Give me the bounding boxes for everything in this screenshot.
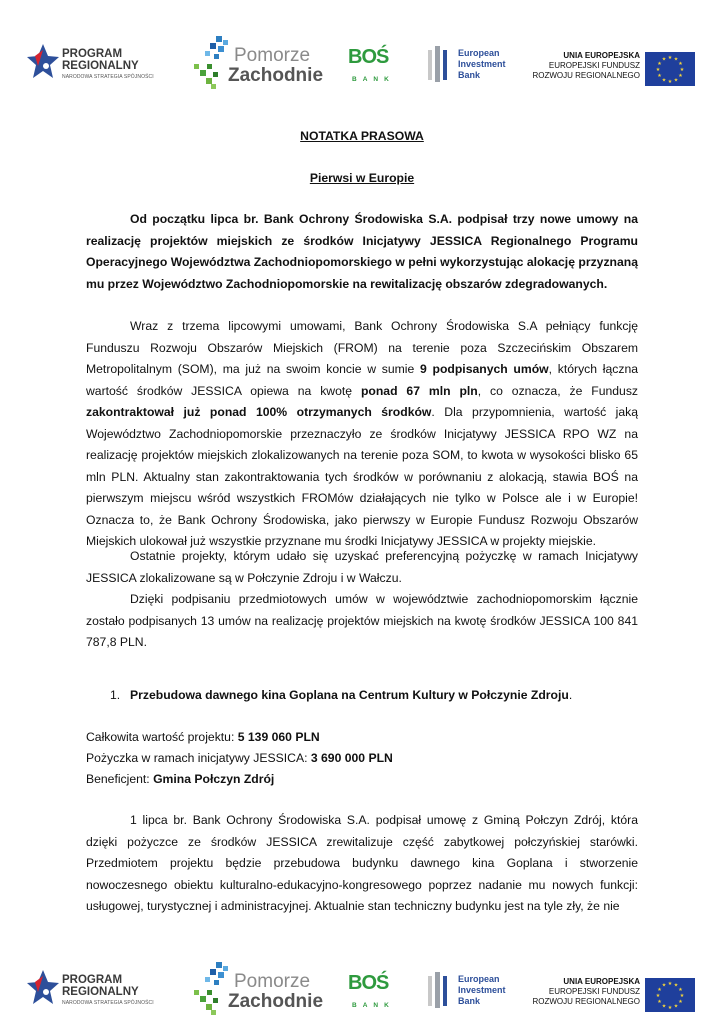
svg-text:★: ★	[661, 982, 667, 989]
svg-text:★: ★	[661, 1003, 667, 1010]
p1-text-d: , co oznacza, że Fundusz	[477, 383, 639, 398]
ue-line3: ROZWOJU REGIONALNEGO	[532, 71, 640, 80]
svg-text:★: ★	[657, 73, 662, 79]
ue-line2: EUROPEJSKI FUNDUSZ	[548, 61, 640, 70]
lead-paragraph: Od początku lipca br. Bank Ochrony Środowiska S.A. podpisał trzy nowe umowy na realizację projektów miejskich ze środków Inicjatywy JESSICA Regionalnego Programu Operacyjnego Województwa Zachodniopomorskiego w pełni wykorzystując alokację przyznaną mu przez Województwo Zachodniopomorskie na rewitalizację obszarów zdegradowanych.	[86, 212, 638, 291]
svg-text:★: ★	[655, 67, 661, 73]
svg-text:★: ★	[679, 67, 685, 73]
ue-line2: EUROPEJSKI FUNDUSZ	[548, 987, 640, 996]
p1-text-a: Wraz z trzema lipcowymi umowami, Bank Ochrony Środowiska S.A pełniący funkcję Funduszu Rozwoju Obszarów Miejskich (FROM) na terenie poza Szczecińskim Obszarem Metropolitalnym (SOM), ma już na swoim koncie w sumie	[86, 319, 638, 376]
eib-line3: Bank	[458, 70, 481, 80]
p1-bold-contracted: zakontraktował już ponad 100% otrzymanych środków	[86, 405, 432, 419]
eu-logo	[525, 32, 695, 92]
svg-text:★: ★	[661, 77, 667, 84]
fact-ben-value: Gmina Połczyn Zdrój	[153, 772, 275, 786]
svg-text:★: ★	[667, 981, 673, 987]
fact-total-label: Całkowita wartość projektu:	[86, 730, 238, 744]
program-line1: PROGRAM	[62, 48, 123, 60]
svg-text:★: ★	[655, 993, 661, 999]
zachodnie-word: Zachodnie	[228, 65, 324, 86]
paragraph-4: 1 lipca br. Bank Ochrony Środowiska S.A. podpisał umowę z Gminą Połczyn Zdrój, która dzięki pożyczce ze środków JESSICA zrewitalizuje część zabytkowej połczyńskiej starówki. Przedmiotem projektu będzie przebudowa budynku dawnego kina Goplana i stworzenie nowoczesnego obiektu kulturalno-edukacyjno-kongresowego poprzez nadanie mu nowych funkcji: usługowej, turystycznej i administracyjnej. Aktualnie stan techniczny budynku jest na tyle zły, że nie	[86, 813, 638, 913]
eib-line3: Bank	[458, 996, 481, 1006]
eib-bars-icon	[428, 972, 454, 1008]
svg-text:★: ★	[657, 987, 662, 993]
svg-text:★: ★	[661, 56, 667, 63]
svg-text:★: ★	[667, 1005, 673, 1011]
svg-text:★: ★	[657, 61, 662, 67]
program-line2: REGIONALNY	[62, 986, 139, 998]
pomorze-word: Pomorze	[234, 45, 311, 66]
svg-text:★: ★	[673, 56, 679, 63]
fact-loan-label: Pożyczka w ramach inicjatywy JESSICA:	[86, 751, 311, 765]
svg-text:★: ★	[657, 999, 662, 1005]
star-icon	[26, 968, 60, 1008]
bos-sub: BANK	[352, 76, 395, 83]
pomorze-word: Pomorze	[234, 971, 311, 992]
svg-text:★: ★	[679, 993, 685, 999]
bos-name: BOŚ	[348, 46, 389, 68]
program-line1: PROGRAM	[62, 974, 123, 986]
eib-logo	[428, 958, 518, 1018]
svg-text:★: ★	[678, 61, 683, 67]
svg-text:★: ★	[678, 987, 683, 993]
p1-bold-amount: ponad 67 mln pln	[360, 383, 478, 398]
zachodnie-word: Zachodnie	[228, 991, 324, 1012]
svg-text:★: ★	[667, 55, 673, 61]
logo-bar-bottom	[0, 958, 725, 1018]
doc-header: NOTATKA PRASOWA	[300, 129, 424, 143]
bos-bank-logo	[348, 958, 406, 1018]
bos-name: BOŚ	[348, 972, 389, 994]
program-regionalny-logo	[26, 32, 176, 92]
fact-beneficiary	[86, 769, 638, 791]
fact-total-value: 5 139 060 PLN	[237, 730, 320, 744]
eu-flag-icon	[645, 978, 695, 1012]
paragraph-2: Ostatnie projekty, którym udało się uzyskać preferencyjną pożyczkę w ramach Inicjatywy JESSICA zlokalizowane są w Połczynie Zdroju i w Wałczu.	[86, 549, 638, 585]
ue-line3: ROZWOJU REGIONALNEGO	[532, 997, 640, 1006]
svg-text:★: ★	[673, 982, 679, 989]
bos-bank-logo	[348, 32, 406, 92]
eib-line2: Investment	[458, 985, 506, 995]
svg-text:★: ★	[678, 73, 683, 79]
p1-bold-agreements: 9 podpisanych umów	[420, 362, 549, 376]
list-item-title: Przebudowa dawnego kina Goplana na Centrum Kultury w Połczynie Zdroju	[130, 688, 569, 702]
svg-text:★: ★	[673, 1003, 679, 1010]
paragraph-1	[86, 316, 638, 553]
list-item-dot: .	[568, 688, 573, 702]
svg-text:★: ★	[678, 999, 683, 1005]
eib-line1: European	[458, 48, 500, 58]
eib-line1: European	[458, 974, 500, 984]
ue-line1: UNIA EUROPEJSKA	[563, 977, 640, 986]
eib-bars-icon	[428, 46, 454, 82]
program-line2: REGIONALNY	[62, 60, 139, 72]
p1-text-e: . Dla przypomnienia, wartość jaką Województwo Zachodniopomorskie przeznaczyło ze środków Inicjatywy JESSICA RPO WZ na realizację projektów miejskich zlokalizowanych na terenie poza SOM, to kwota w wysokości blisko 65 mln PLN. Aktualny stan zakontraktowania tych środków w porównaniu z alokacją, stawia BOŚ na pierwszym miejscu wśród wszystkich FROMów działających nie tylko w Polsce ale i w Europie! Oznacza to, że Bank Ochrony Środowiska, jako pierwszy w Europie Fundusz Rozwoju Obszarów Miejskich ulokował już wszystkie przyznane mu środki Inicjatywy JESSICA w projekty miejskie.	[86, 405, 638, 548]
program-line3: NARODOWA STRATEGIA SPÓJNOŚCI	[62, 1000, 154, 1006]
eib-logo	[428, 32, 518, 92]
program-line3: NARODOWA STRATEGIA SPÓJNOŚCI	[62, 74, 154, 80]
svg-text:★: ★	[667, 79, 673, 85]
bos-sub: BANK	[352, 1002, 395, 1009]
eu-flag-icon	[645, 52, 695, 86]
fact-total	[86, 727, 638, 749]
program-regionalny-logo	[26, 958, 176, 1018]
doc-title: Pierwsi w Europie	[309, 171, 415, 185]
pomorze-zachodnie-logo	[190, 958, 340, 1018]
fact-loan-value: 3 690 000 PLN	[310, 751, 393, 765]
list-item-number: 1.	[110, 688, 121, 702]
fact-loan	[86, 748, 638, 770]
fact-ben-label: Beneficjent:	[86, 772, 154, 786]
list-item-1	[110, 685, 638, 707]
eib-line2: Investment	[458, 59, 506, 69]
star-icon	[26, 42, 60, 82]
eu-logo	[525, 958, 695, 1018]
ue-line1: UNIA EUROPEJSKA	[563, 51, 640, 60]
pomorze-zachodnie-logo	[190, 32, 340, 92]
paragraph-3: Dzięki podpisaniu przedmiotowych umów w województwie zachodniopomorskim łącznie zostało podpisanych 13 umów na realizację projektów miejskich na kwotę środków JESSICA 100 841 787,8 PLN.	[86, 592, 638, 649]
p1-text-c: , których łączna wartość środków JESSICA opiewa na kwotę	[86, 362, 639, 398]
logo-bar-top	[0, 32, 725, 92]
svg-text:★: ★	[673, 77, 679, 84]
